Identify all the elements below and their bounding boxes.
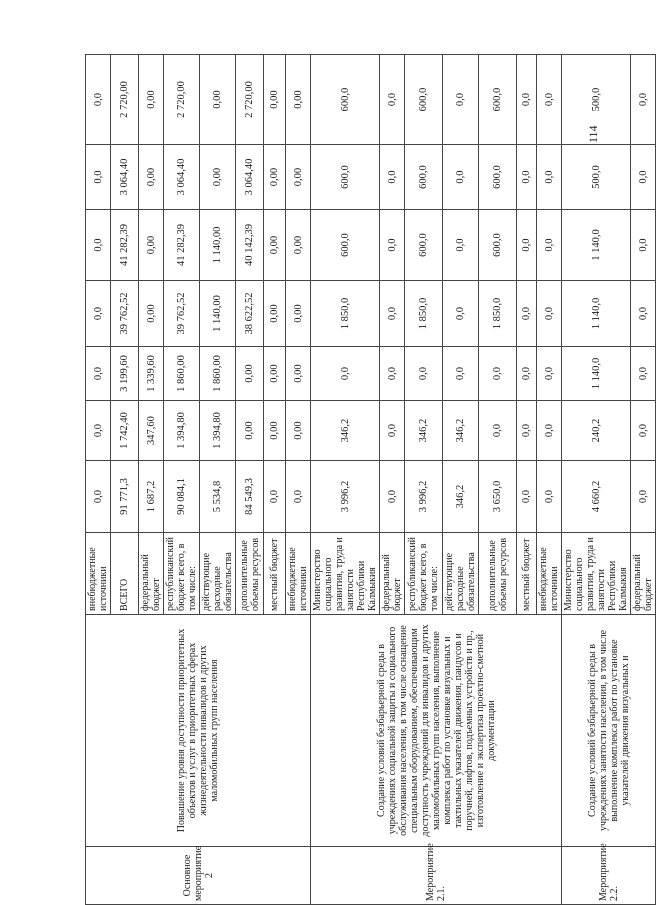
value-cell: 0,0 [631, 145, 656, 210]
value-cell: 500,0 [562, 55, 631, 145]
value-cell: 0,0 [631, 281, 656, 347]
value-cell: 0,00 [139, 55, 164, 145]
funding-source-cell: федеральный бюджет [139, 533, 164, 615]
funding-source-cell: дополнительные объемы ресурсов [479, 533, 517, 615]
value-cell: 0,0 [537, 461, 562, 533]
value-cell: 600,0 [479, 210, 517, 281]
value-cell: 0,00 [264, 210, 286, 281]
value-cell: 0,0 [517, 401, 537, 461]
value-cell: 0,0 [537, 55, 562, 145]
value-cell: 1 860,00 [164, 347, 200, 401]
funding-source-cell: внебюджетные источники [286, 533, 311, 615]
table-row [562, 55, 631, 905]
value-cell: 38 622,52 [236, 281, 264, 347]
value-cell: 0,0 [517, 461, 537, 533]
value-cell: 0,0 [86, 210, 111, 281]
activity-name-cell: Основное мероприятие 2 [86, 847, 311, 905]
funding-source-cell: Министерство социального развития, труда и занятости Республики Калмыкия [311, 533, 380, 615]
activity-description-cell: Создание условий безбарьерной среды в учреждениях социальной защиты и социального обслуживания населения, в том числе оснащение специальным оборудованием, обеспечивающим доступность учреждений для инвалидов и других маломобильных групп населения, выполнение комплекса работ по установке визуальных и тактильных указателей движения, пандусов и поручней, лифтов, подъемных устройств и пр., изготовление и экспертиза проектно-сметной документации [311, 615, 562, 847]
value-cell: 0,0 [443, 145, 479, 210]
value-cell: 0,00 [286, 210, 311, 281]
value-cell: 600,0 [479, 55, 517, 145]
funding-source-cell: внебюджетные источники [86, 533, 111, 615]
value-cell: 3 064,40 [236, 145, 264, 210]
value-cell: 0,00 [236, 347, 264, 401]
value-cell: 600,0 [405, 55, 443, 145]
value-cell: 0,0 [86, 145, 111, 210]
value-cell: 39 762,52 [164, 281, 200, 347]
value-cell: 0,00 [139, 145, 164, 210]
value-cell: 1 140,00 [200, 210, 236, 281]
budget-table [85, 54, 656, 905]
value-cell: 1 140,0 [562, 210, 631, 281]
value-cell: 0,0 [517, 55, 537, 145]
value-cell: 1 850,0 [479, 281, 517, 347]
value-cell: 0,00 [236, 401, 264, 461]
activity-name-cell: Мероприятие 2.1. [311, 847, 562, 905]
value-cell: 0,0 [631, 461, 656, 533]
value-cell: 0,00 [139, 281, 164, 347]
value-cell: 0,0 [517, 281, 537, 347]
value-cell: 0,0 [479, 347, 517, 401]
table-row [311, 55, 380, 905]
value-cell: 0,0 [86, 401, 111, 461]
value-cell: 600,0 [479, 145, 517, 210]
value-cell: 0,0 [311, 347, 380, 401]
value-cell: 0,0 [517, 347, 537, 401]
value-cell: 0,0 [380, 401, 405, 461]
value-cell: 0,00 [139, 210, 164, 281]
table-row [86, 55, 111, 905]
value-cell: 346,2 [311, 401, 380, 461]
value-cell: 3 064,40 [164, 145, 200, 210]
activity-name-cell: Мероприятие 2.2. [562, 847, 656, 905]
value-cell: 0,00 [264, 347, 286, 401]
value-cell: 0,0 [479, 401, 517, 461]
activity-description-cell: Повышение уровня доступности приоритетных объектов и услуг в приоритетных сферах жизнедеятельности инвалидов и других маломобильных групп населения [86, 615, 311, 847]
funding-source-cell: местный бюджет [264, 533, 286, 615]
table-body [86, 55, 656, 905]
value-cell: 0,00 [286, 281, 311, 347]
value-cell: 0,0 [405, 347, 443, 401]
value-cell: 1 394,80 [200, 401, 236, 461]
value-cell: 39 762,52 [111, 281, 139, 347]
value-cell: 0,0 [537, 281, 562, 347]
value-cell: 346,2 [443, 461, 479, 533]
funding-source-cell: республиканский бюджет всего, в том числе: [405, 533, 443, 615]
activity-description-cell: Создание условий безбарьерной среды в учреждениях занятости населения, в том числе выполнение комплекса работ по установке указателей движения визуальных и [562, 615, 656, 847]
value-cell: 41 282,39 [111, 210, 139, 281]
value-cell: 2 720,00 [236, 55, 264, 145]
value-cell: 0,0 [380, 55, 405, 145]
value-cell: 0,0 [443, 281, 479, 347]
funding-source-cell: действующие расходные обязательства [443, 533, 479, 615]
value-cell: 0,0 [286, 461, 311, 533]
value-cell: 40 142,39 [236, 210, 264, 281]
rotated-table-container [85, 55, 654, 905]
value-cell: 1 860,00 [200, 347, 236, 401]
value-cell: 1 687,2 [139, 461, 164, 533]
value-cell: 0,0 [86, 281, 111, 347]
value-cell: 90 084,1 [164, 461, 200, 533]
value-cell: 0,00 [200, 145, 236, 210]
value-cell: 1 394,80 [164, 401, 200, 461]
value-cell: 1 140,0 [562, 281, 631, 347]
value-cell: 2 720,00 [111, 55, 139, 145]
funding-source-cell: федеральный бюджет [631, 533, 656, 615]
value-cell: 0,0 [380, 347, 405, 401]
value-cell: 0,0 [537, 210, 562, 281]
value-cell: 0,0 [380, 145, 405, 210]
value-cell: 3 064,40 [111, 145, 139, 210]
value-cell: 0,0 [537, 145, 562, 210]
value-cell: 240,2 [562, 401, 631, 461]
funding-source-cell: ВСЕГО [111, 533, 139, 615]
value-cell: 0,0 [443, 347, 479, 401]
value-cell: 346,2 [443, 401, 479, 461]
value-cell: 600,0 [405, 145, 443, 210]
value-cell: 346,2 [405, 401, 443, 461]
value-cell: 0,0 [631, 55, 656, 145]
value-cell: 0,0 [86, 461, 111, 533]
value-cell: 1 850,0 [405, 281, 443, 347]
value-cell: 3 996,2 [311, 461, 380, 533]
value-cell: 600,0 [311, 145, 380, 210]
value-cell: 0,0 [86, 55, 111, 145]
value-cell: 0,00 [264, 55, 286, 145]
value-cell: 0,00 [200, 55, 236, 145]
value-cell: 600,0 [311, 55, 380, 145]
value-cell: 0,00 [286, 55, 311, 145]
value-cell: 0,0 [380, 461, 405, 533]
value-cell: 2 720,00 [164, 55, 200, 145]
value-cell: 1 742,40 [111, 401, 139, 461]
value-cell: 84 549,3 [236, 461, 264, 533]
value-cell: 0,00 [264, 281, 286, 347]
value-cell: 0,00 [264, 145, 286, 210]
value-cell: 0,0 [631, 210, 656, 281]
value-cell: 1 140,00 [200, 281, 236, 347]
funding-source-cell: федеральный бюджет [380, 533, 405, 615]
value-cell: 0,0 [86, 347, 111, 401]
value-cell: 0,0 [380, 281, 405, 347]
value-cell: 0,00 [286, 401, 311, 461]
value-cell: 500,0 [562, 145, 631, 210]
page-number: 114 [586, 125, 600, 143]
value-cell: 0,0 [517, 145, 537, 210]
value-cell: 347,60 [139, 401, 164, 461]
value-cell: 0,00 [286, 347, 311, 401]
value-cell: 1 850,0 [311, 281, 380, 347]
value-cell: 1 339,60 [139, 347, 164, 401]
value-cell: 3 996,2 [405, 461, 443, 533]
value-cell: 0,0 [517, 210, 537, 281]
value-cell: 0,00 [286, 145, 311, 210]
funding-source-cell: республиканский бюджет всего, в том числе: [164, 533, 200, 615]
value-cell: 0,0 [443, 55, 479, 145]
value-cell: 91 771,3 [111, 461, 139, 533]
funding-source-cell: внебюджетные источники [537, 533, 562, 615]
value-cell: 5 534,8 [200, 461, 236, 533]
value-cell: 3 650,0 [479, 461, 517, 533]
value-cell: 4 660,2 [562, 461, 631, 533]
value-cell: 0,0 [380, 210, 405, 281]
value-cell: 41 282,39 [164, 210, 200, 281]
value-cell: 600,0 [405, 210, 443, 281]
value-cell: 0,0 [537, 347, 562, 401]
value-cell: 0,00 [264, 401, 286, 461]
funding-source-cell: дополнительные объемы ресурсов [236, 533, 264, 615]
value-cell: 0,0 [537, 401, 562, 461]
value-cell: 0,0 [631, 347, 656, 401]
value-cell: 600,0 [311, 210, 380, 281]
funding-source-cell: Министерство социального развития, труда и занятости Республики Калмыкия [562, 533, 631, 615]
value-cell: 0,0 [264, 461, 286, 533]
funding-source-cell: действующие расходные обязательства [200, 533, 236, 615]
value-cell: 0,0 [443, 210, 479, 281]
value-cell: 0,0 [631, 401, 656, 461]
funding-source-cell: местный бюджет [517, 533, 537, 615]
value-cell: 1 140,0 [562, 347, 631, 401]
value-cell: 3 199,60 [111, 347, 139, 401]
